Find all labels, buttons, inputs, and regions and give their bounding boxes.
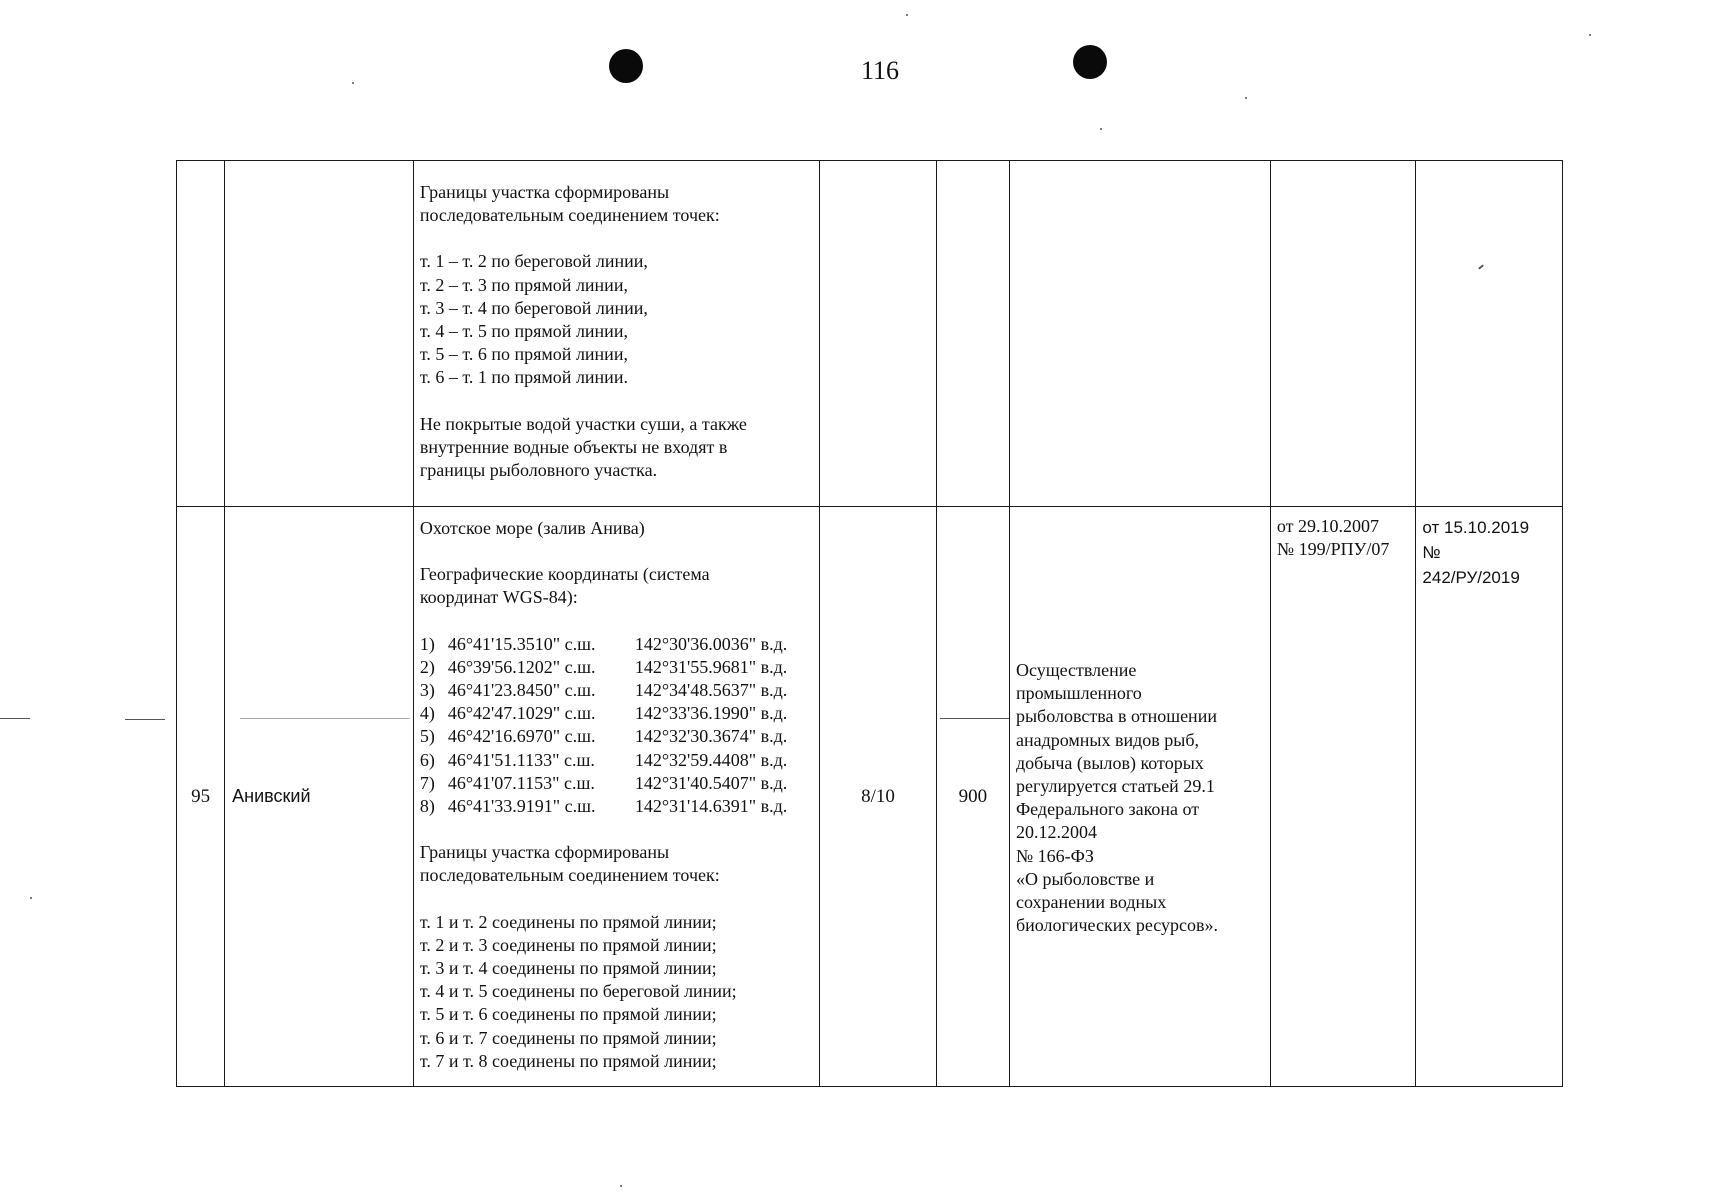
- cell-permit-1: [1270, 507, 1416, 1087]
- purpose-line: Осуществление: [1015, 660, 1137, 680]
- boundary-heading-line: Границы участка сформированы: [419, 842, 670, 863]
- coordinate-row: [420, 633, 813, 656]
- coordinate-row: [420, 656, 813, 679]
- boundary-line: т. 7 и т. 8 соединены по прямой линии;: [419, 1050, 717, 1071]
- description-text: [414, 507, 819, 1073]
- coordinate-longitude: 142°33'36.1990" в.д.: [634, 703, 788, 724]
- coordinate-latitude: 46°41'15.3510" с.ш.: [447, 633, 596, 654]
- coordinate-longitude: 142°32'30.3674" в.д.: [634, 726, 788, 747]
- coordinate-latitude: 46°42'47.1029" с.ш.: [447, 703, 596, 724]
- coordinate-index: 1): [419, 633, 435, 654]
- coordinate-longitude: 142°30'36.0036" в.д.: [634, 633, 788, 654]
- coordinate-index: 4): [419, 703, 435, 724]
- purpose-line: биологических ресурсов».: [1015, 915, 1219, 936]
- table-row-continuation: [177, 161, 1563, 507]
- coordinate-row: [420, 725, 813, 748]
- boundary-line: т. 1 и т. 2 соединены по прямой линии;: [419, 911, 717, 932]
- coordinate-row: [420, 702, 813, 725]
- fishing-areas-table: [176, 160, 1563, 1087]
- purpose-line: «О рыболовстве и: [1015, 868, 1155, 889]
- purpose-line: Федерального закона от: [1015, 799, 1200, 820]
- permit-1-number: № 199/РПУ/07: [1276, 539, 1390, 559]
- description-line: последовательным соединением точек:: [419, 205, 720, 226]
- description-text: [414, 161, 819, 482]
- purpose-line: анадромных видов рыб,: [1015, 729, 1200, 750]
- boundary-line: т. 3 и т. 4 соединены по прямой линии;: [419, 957, 717, 978]
- coordinate-index: 2): [419, 656, 435, 677]
- coord-heading-line: Географические координаты (система: [419, 564, 710, 585]
- purpose-text: [1016, 659, 1264, 937]
- description-line: внутренние водные объекты не входят в: [419, 436, 728, 457]
- permit-2-date: от 15.10.2019: [1422, 518, 1530, 537]
- coordinate-longitude: 142°31'40.5407" в.д.: [634, 772, 788, 793]
- boundary-line: т. 4 и т. 5 соединены по береговой линии;: [419, 981, 737, 1002]
- purpose-line: № 166-ФЗ: [1015, 845, 1094, 866]
- purpose-line: сохранении водных: [1015, 892, 1167, 913]
- coordinates-list: [420, 633, 813, 819]
- coordinate-index: 7): [419, 772, 435, 793]
- scan-speck: [30, 897, 32, 899]
- cell-permit-2: [1416, 507, 1563, 1087]
- scan-artifact-line: [125, 719, 165, 720]
- coordinate-row: [420, 749, 813, 772]
- coordinate-row: [420, 679, 813, 702]
- purpose-line: рыболовства в отношении: [1015, 706, 1217, 727]
- permit-2-number-sign: №: [1422, 543, 1441, 562]
- permit-1-date: от 29.10.2007: [1276, 516, 1380, 536]
- scan-speck: [906, 14, 908, 16]
- cell-purpose: [1009, 161, 1270, 507]
- scan-speck: [1100, 128, 1102, 130]
- description-line: границы рыболовного участка.: [419, 460, 658, 481]
- coordinate-longitude: 142°34'48.5637" в.д.: [634, 679, 788, 700]
- coordinate-latitude: 46°41'07.1153" с.ш.: [447, 772, 595, 793]
- purpose-line: регулируется статьей 29.1: [1015, 776, 1215, 797]
- purpose-line: 20.12.2004: [1015, 822, 1097, 843]
- description-line: Границы участка сформированы: [419, 182, 670, 202]
- coordinate-longitude: 142°31'55.9681" в.д.: [634, 656, 788, 677]
- cell-number: [177, 161, 225, 507]
- description-line: т. 4 – т. 5 по прямой линии,: [419, 321, 628, 342]
- purpose-line: промышленного: [1015, 683, 1142, 704]
- coordinate-index: 3): [419, 679, 435, 700]
- location-line: Охотское море (залив Анива): [419, 518, 645, 538]
- cell-name: Анивский: [225, 507, 414, 1087]
- coord-heading-line: координат WGS-84):: [419, 587, 578, 608]
- coordinate-longitude: 142°31'14.6391" в.д.: [634, 795, 788, 816]
- purpose-line: добыча (вылов) которых: [1015, 752, 1204, 773]
- scan-speck: [352, 82, 354, 84]
- cell-name: [225, 161, 414, 507]
- cell-ratio: 8/10: [820, 507, 936, 1087]
- boundary-list: [420, 911, 813, 1073]
- table-row-95: [177, 507, 1563, 1087]
- boundary-line: т. 6 и т. 7 соединены по прямой линии;: [419, 1027, 717, 1048]
- cell-value: [936, 161, 1009, 507]
- description-line: [420, 390, 813, 413]
- description-line: т. 3 – т. 4 по береговой линии,: [419, 297, 648, 318]
- punch-hole-right: [1073, 45, 1107, 79]
- description-line: т. 5 – т. 6 по прямой линии,: [419, 344, 628, 365]
- description-line: [420, 227, 813, 250]
- cell-ratio: [820, 161, 936, 507]
- coordinate-row: [420, 795, 813, 818]
- coordinate-index: 8): [419, 795, 435, 816]
- coordinate-longitude: 142°32'59.4408" в.д.: [634, 749, 788, 770]
- cell-description: [413, 507, 819, 1087]
- coordinate-latitude: 46°41'51.1133" с.ш.: [447, 749, 595, 770]
- boundary-heading-line: последовательным соединением точек:: [419, 865, 720, 886]
- coordinate-latitude: 46°39'56.1202" с.ш.: [447, 656, 596, 677]
- description-line: Не покрытые водой участки суши, а также: [419, 413, 747, 434]
- cell-purpose: [1009, 507, 1270, 1087]
- coordinate-index: 6): [419, 749, 435, 770]
- description-line: т. 2 – т. 3 по прямой линии,: [419, 274, 628, 295]
- scan-artifact-line: [0, 718, 30, 719]
- cell-description: [413, 161, 819, 507]
- page-number: 116: [860, 56, 900, 85]
- permit-2-number: 242/РУ/2019: [1422, 568, 1520, 587]
- coordinate-latitude: 46°41'33.9191" с.ш.: [447, 795, 596, 816]
- description-line: т. 6 – т. 1 по прямой линии.: [419, 367, 628, 388]
- coordinate-latitude: 46°42'16.6970" с.ш.: [447, 726, 596, 747]
- coordinate-index: 5): [419, 726, 435, 747]
- cell-number: 95: [177, 507, 225, 1087]
- boundary-line: т. 5 и т. 6 соединены по прямой линии;: [419, 1004, 717, 1025]
- cell-value: 900: [936, 507, 1009, 1087]
- scan-speck: [1245, 97, 1247, 99]
- coordinate-latitude: 46°41'23.8450" с.ш.: [447, 679, 596, 700]
- scan-speck: [1589, 34, 1591, 36]
- cell-permit-1: [1270, 161, 1416, 507]
- boundary-line: т. 2 и т. 3 соединены по прямой линии;: [419, 934, 717, 955]
- punch-hole-left: [609, 49, 643, 83]
- cell-permit-2: [1416, 161, 1563, 507]
- description-line: т. 1 – т. 2 по береговой линии,: [419, 251, 648, 272]
- coordinate-row: [420, 772, 813, 795]
- scan-speck: [620, 1185, 622, 1187]
